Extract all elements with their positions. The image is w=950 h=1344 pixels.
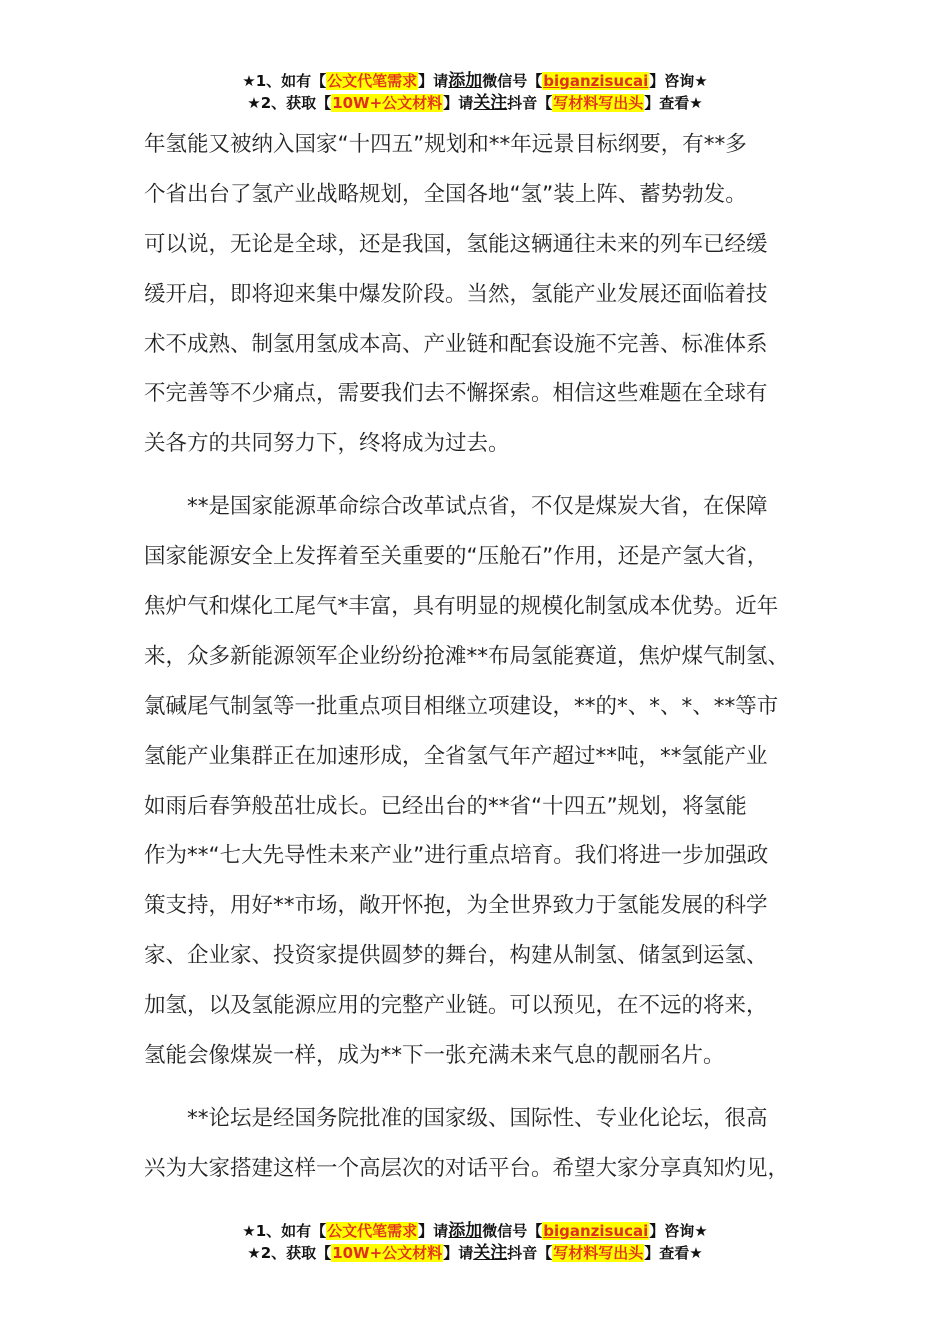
banner-text: 】请 bbox=[443, 1244, 474, 1262]
text-line: 策支持，用好**市场，敞开怀抱，为全世界致力于氢能发展的科学 bbox=[144, 893, 768, 919]
text-line: 术不成熟、制氢用氢成本高、产业链和配套设施不完善、标准体系 bbox=[144, 331, 768, 357]
banner-emphasis: 关注 bbox=[473, 1243, 508, 1263]
text-line: 兴为大家搭建这样一个高层次的对话平台。希望大家分享真知灼见， bbox=[144, 1155, 790, 1181]
paragraph-gap bbox=[144, 1081, 814, 1094]
highlight-service: 公文代笔需求 bbox=[327, 1222, 418, 1240]
paragraph-gap bbox=[144, 469, 814, 482]
text-line: 缓开启，即将迎来集中爆发阶段。当然，氢能产业发展还面临着技 bbox=[144, 281, 768, 307]
banner-line-1 bbox=[0, 1220, 950, 1242]
wechat-id-link[interactable]: biganzisucai bbox=[543, 72, 649, 90]
text-line: 来，众多新能源领军企业纷纷抢滩**布局氢能赛道，焦炉煤气制氢、 bbox=[144, 643, 790, 669]
text-line: 个省出台了氢产业战略规划，全国各地“氢”装上阵、蓄势勃发。 bbox=[144, 181, 747, 207]
wechat-id-link[interactable]: biganzisucai bbox=[543, 1222, 649, 1240]
footer-banner bbox=[0, 1220, 950, 1264]
text-line: **论坛是经国务院批准的国家级、国际性、专业化论坛，很高 bbox=[144, 1105, 768, 1131]
text-line: 氢能产业集群正在加速形成，全省氢气年产超过**吨，**氢能产业 bbox=[144, 743, 768, 769]
banner-text: 】请 bbox=[443, 94, 474, 112]
banner-text: ★1、如有【 bbox=[242, 72, 327, 90]
banner-line-2 bbox=[0, 1242, 950, 1264]
text-line: 作为**“七大先导性未来产业”进行重点培育。我们将进一步加强政 bbox=[144, 843, 769, 869]
banner-text: 】咨询★ bbox=[649, 1222, 708, 1240]
highlight-service: 公文代笔需求 bbox=[327, 72, 418, 90]
banner-text: 抖音【 bbox=[507, 94, 553, 112]
banner-text: 】咨询★ bbox=[649, 72, 708, 90]
text-line: 国家能源安全上发挥着至关重要的“压舱石”作用，还是产氢大省， bbox=[144, 544, 769, 570]
banner-text: 】请 bbox=[418, 1222, 449, 1240]
text-line: 家、企业家、投资家提供圆梦的舞台，构建从制氢、储氢到运氢、 bbox=[144, 943, 768, 969]
banner-text: 】查看★ bbox=[644, 1244, 703, 1262]
banner-text: ★2、获取【 bbox=[247, 1244, 332, 1262]
highlight-materials: 10W+公文材料 bbox=[332, 1244, 443, 1262]
text-line: 不完善等不少痛点，需要我们去不懈探索。相信这些难题在全球有 bbox=[144, 381, 768, 407]
banner-line-2 bbox=[0, 92, 950, 114]
text-line: 可以说，无论是全球，还是我国，氢能这辆通往未来的列车已经缓 bbox=[144, 231, 768, 257]
banner-text: 微信号【 bbox=[482, 72, 543, 90]
highlight-materials: 10W+公文材料 bbox=[332, 94, 443, 112]
document-body bbox=[144, 120, 814, 1194]
banner-text: ★1、如有【 bbox=[242, 1222, 327, 1240]
banner-emphasis: 关注 bbox=[473, 93, 508, 113]
paragraph-3 bbox=[144, 1094, 814, 1194]
text-line: **是国家能源革命综合改革试点省，不仅是煤炭大省，在保障 bbox=[144, 494, 768, 520]
text-line: 年氢能又被纳入国家“十四五”规划和**年远景目标纲要，有**多 bbox=[144, 132, 747, 157]
text-line: 焦炉气和煤化工尾气*丰富，具有明显的规模化制氢成本优势。近年 bbox=[144, 594, 779, 620]
banner-text: 】请 bbox=[418, 72, 449, 90]
text-line: 加氢，以及氢能源应用的完整产业链。可以预见，在不远的将来， bbox=[144, 993, 768, 1019]
banner-line-1 bbox=[0, 70, 950, 92]
banner-text: 】查看★ bbox=[644, 94, 703, 112]
text-line: 氢能会像煤炭一样，成为**下一张充满未来气息的靓丽名片。 bbox=[144, 1043, 725, 1069]
banner-text: 微信号【 bbox=[482, 1222, 543, 1240]
banner-emphasis: 添加 bbox=[448, 71, 483, 91]
header-banner bbox=[0, 70, 950, 114]
paragraph-1 bbox=[144, 120, 814, 469]
text-line: 氯碱尾气制氢等一批重点项目相继立项建设，**的*、*、*、**等市 bbox=[144, 693, 779, 719]
banner-text: ★2、获取【 bbox=[247, 94, 332, 112]
banner-emphasis: 添加 bbox=[448, 1221, 483, 1241]
douyin-account: 写材料写出头 bbox=[553, 1244, 644, 1262]
text-line: 如雨后春笋般茁壮成长。已经出台的**省“十四五”规划，将氢能 bbox=[144, 793, 747, 819]
douyin-account: 写材料写出头 bbox=[553, 94, 644, 112]
text-line: 关各方的共同努力下，终将成为过去。 bbox=[144, 431, 510, 457]
banner-text: 抖音【 bbox=[507, 1244, 553, 1262]
paragraph-2 bbox=[144, 482, 814, 1081]
